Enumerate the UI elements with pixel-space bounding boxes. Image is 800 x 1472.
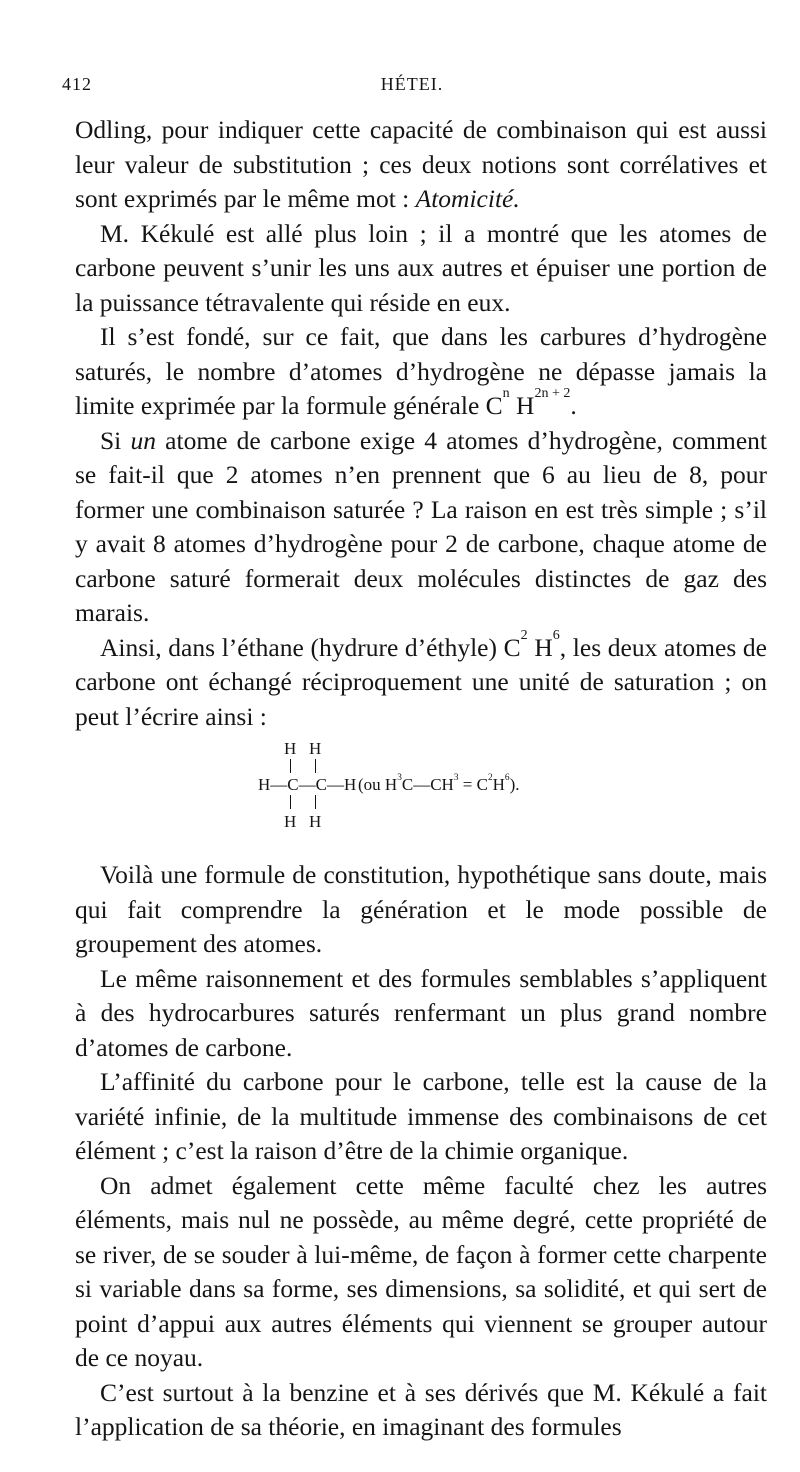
paragraph-3-text: Il s’est fondé, sur ce fait, que dans les carbures d’hydrogène saturés, le nombre d’atomes d’hydrogène ne dépasse jamais la limite exprimée par la formule générale C xyxy=(75,322,767,420)
formula-alt-h: H xyxy=(492,775,505,794)
ethane-h: H xyxy=(527,632,553,662)
formula-top-h2: H xyxy=(309,739,322,758)
paragraph-10: C’est surtout à la benzine et à ses dérivés que M. Kékulé a fait l’application de sa théorie, en imaginant des formules xyxy=(75,1377,767,1441)
running-head: HÉTEI. xyxy=(380,74,444,94)
bond-top-2 xyxy=(315,759,316,773)
page-body xyxy=(75,113,767,1445)
paragraph-4-start: Si xyxy=(100,425,131,455)
paragraph-5-end: , les deux atomes de carbone ont échangé réciproquement une unité de saturation ; on peut l’écrire ainsi : xyxy=(75,632,767,731)
un-emphasis: un xyxy=(130,425,156,455)
formula-h: H xyxy=(509,391,535,420)
bond-top-1 xyxy=(290,759,291,773)
formula-alt-eq: = C xyxy=(458,775,488,794)
bond-bottom-2 xyxy=(315,795,316,809)
formula-alt-mid: C—CH xyxy=(401,775,454,794)
formula-alt-sup3: 2 xyxy=(487,773,493,783)
formula-alt-sup4: 6 xyxy=(504,773,510,783)
paragraph-9: On admet également cette même faculté chez les autres éléments, mais nul ne possède, au même degré, cette propriété de se river, de se souder à lui-même, de façon à former cette charpente si variable dans sa forme, ses dimensions, sa solidité, et qui sert de point d’appui aux autres éléments qui viennent se grouper autour de ce noyau. xyxy=(75,1170,767,1372)
paragraph-3-end: . xyxy=(570,391,577,420)
formula-alt-sup1: 3 xyxy=(397,773,402,783)
formula-alt-open: (ou H xyxy=(358,775,398,794)
page-number: 412 xyxy=(62,74,92,94)
formula-top-h1: H xyxy=(284,739,297,758)
formula-alt-sup2: 3 xyxy=(453,773,459,783)
formula-main-chain: H—C—C—H xyxy=(258,775,357,794)
formula-bottom-h1: H xyxy=(284,812,297,831)
paragraph-3 xyxy=(75,320,767,424)
paragraph-5 xyxy=(75,627,767,735)
formula-sup-n: n xyxy=(502,386,510,401)
page-header xyxy=(62,74,762,100)
paragraph-4-text: atome de carbone exige 4 atomes d’hydrogène, comment se fait-il que 2 atomes n’en prennent que 6 au lieu de 8, pour former une combinaison saturée ? La raison en est très simple ; s’il y avait 8 atomes d’hydrogène pour 2 de carbone, chaque atome de carbone saturé formerait deux molécules distinctes de gaz des marais. xyxy=(75,425,767,627)
formula-alternative xyxy=(358,773,520,794)
paragraph-6: Voilà une formule de constitution, hypothétique sans doute, mais qui fait comprendre la génération et le mode possible de groupement des atomes. xyxy=(75,860,767,958)
paragraph-7: Le même raisonnement et des formules semblables s’appliquent à des hydrocarbures saturés renfermant un plus grand nombre d’atomes de carbone. xyxy=(75,963,767,1062)
atomicite-emphasis: Atomicité. xyxy=(415,184,520,213)
paragraph-2: M. Kékulé est allé plus loin ; il a montré que les atomes de carbone peuvent s’unir les uns aux autres et épuiser une portion de la puissance tétravalente qui réside en eux. xyxy=(75,218,767,317)
formula-bottom-h2: H xyxy=(309,812,322,831)
bond-bottom-1 xyxy=(290,795,291,809)
formula-alt-close: ). xyxy=(509,775,520,794)
ethane-sup-2: 2 xyxy=(520,627,528,643)
ethane-structural-formula xyxy=(75,740,767,850)
paragraph-8: L’affinité du carbone pour le carbone, telle est la cause de la variété infinie, de la multitude immense des combinaisons de cet élément ; c’est la raison d’être de la chimie organique. xyxy=(75,1067,767,1165)
ethane-sup-6: 6 xyxy=(552,627,560,643)
paragraph-1-text: Odling, pour indiquer cette capacité de combinaison qui est aussi leur valeur de substitution ; ces deux notions sont corrélatives et sont exprimés par le même mot : xyxy=(75,115,767,213)
paragraph-5-text: Ainsi, dans l’éthane (hydrure d’éthyle) C xyxy=(100,632,521,662)
formula-sup-2n2: 2n + 2 xyxy=(534,386,571,401)
paragraph-1 xyxy=(75,113,767,217)
paragraph-4 xyxy=(75,424,767,631)
